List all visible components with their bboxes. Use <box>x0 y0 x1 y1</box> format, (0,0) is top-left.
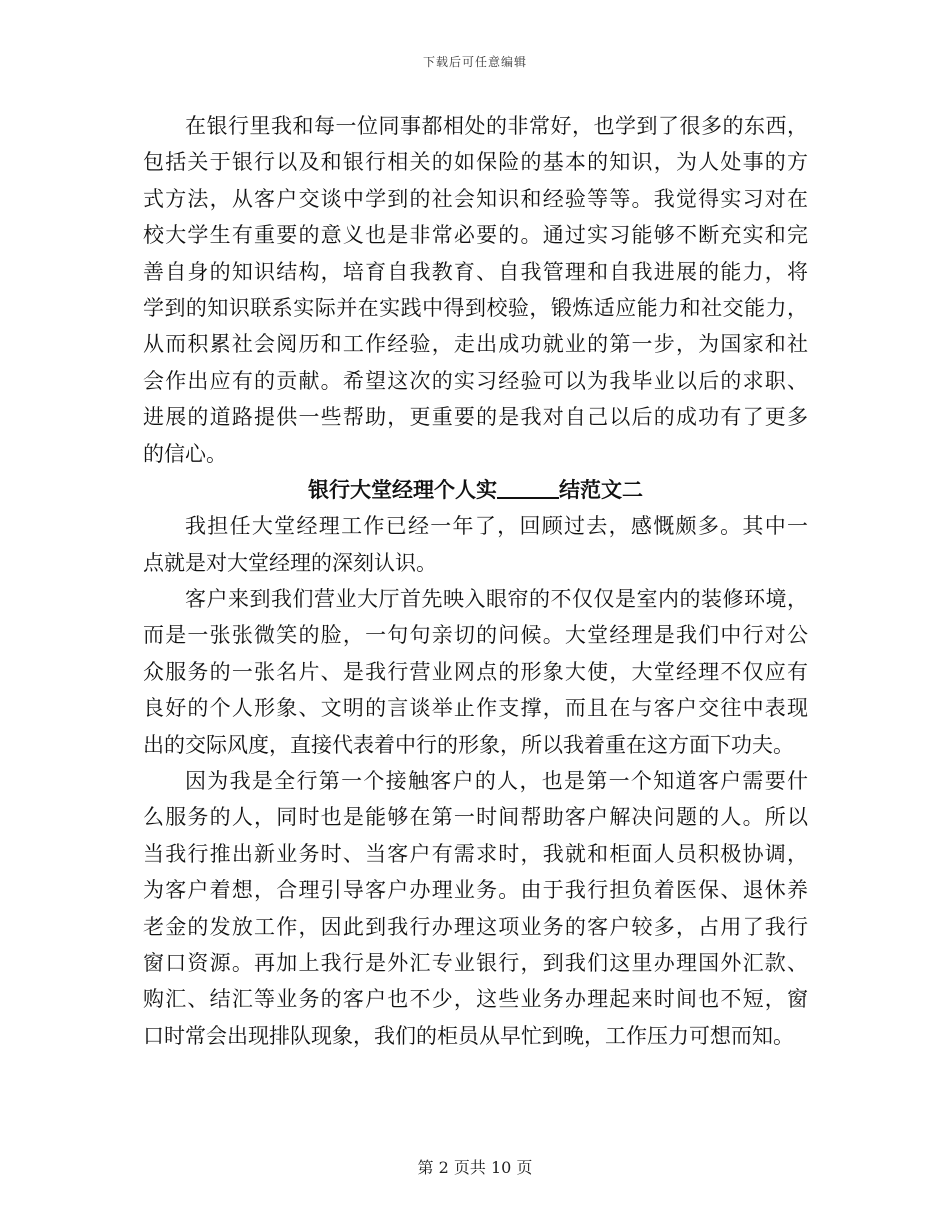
paragraph <box>143 108 808 472</box>
section-title <box>143 472 808 508</box>
text-line: 点就是对大堂经理的深刻认识。 <box>143 550 437 575</box>
paragraph <box>143 763 808 1054</box>
paragraph <box>143 581 808 763</box>
text-line: 在银行里我和每一位同事都相处的非常好，也学到了很多的东西， <box>185 114 808 138</box>
text-line: 的信心。 <box>143 441 227 466</box>
section-title-part: 银行大堂经理个人实 <box>308 476 497 502</box>
page-header: 下载后可任意编辑 <box>422 55 527 69</box>
text-line: 而是一张张微笑的脸，一句句亲切的问候。大堂经理是我们中行对公 <box>143 623 808 648</box>
text-line: 购汇、结汇等业务的客户也不少，这些业务办理起来时间也不短，窗 <box>143 987 808 1012</box>
text-line: 学到的知识联系实际并在实践中得到校验，锻炼适应能力和社交能力， <box>143 295 808 320</box>
document-body <box>143 108 808 1054</box>
text-line: 口时常会出现排队现象，我们的柜员从早忙到晚，工作压力可想而知。 <box>143 1023 794 1048</box>
title-blank-underline <box>497 477 559 499</box>
section-title-part: 结范文二 <box>559 476 643 502</box>
text-line: 式方法，从客户交谈中学到的社会知识和经验等等。我觉得实习对在 <box>143 186 808 211</box>
text-line: 我担任大堂经理工作已经一年了，回顾过去，感慨颇多。其中一 <box>185 514 808 539</box>
text-line: 因为我是全行第一个接触客户的人，也是第一个知道客户需要什 <box>185 769 808 794</box>
page-footer: 第 2 页共 10 页 <box>417 1158 533 1177</box>
text-line: 包括关于银行以及和银行相关的如保险的基本的知识，为人处事的方 <box>143 150 808 175</box>
text-line: 当我行推出新业务时、当客户有需求时，我就和柜面人员积极协调， <box>143 841 808 866</box>
text-line: 么服务的人，同时也是能够在第一时间帮助客户解决问题的人。所以 <box>143 805 808 830</box>
paragraph <box>143 508 808 581</box>
text-line: 校大学生有重要的意义也是非常必要的。通过实习能够不断充实和完 <box>143 223 808 248</box>
text-line: 客户来到我们营业大厅首先映入眼帘的不仅仅是室内的装修环境， <box>185 587 808 612</box>
text-line: 众服务的一张名片、是我行营业网点的形象大使，大堂经理不仅应有 <box>143 659 808 684</box>
text-line: 善自身的知识结构，培育自我教育、自我管理和自我进展的能力，将 <box>143 259 808 284</box>
text-line: 从而积累社会阅历和工作经验，走出成功就业的第一步，为国家和社 <box>143 332 808 357</box>
text-line: 会作出应有的贡献。希望这次的实习经验可以为我毕业以后的求职、 <box>143 368 808 393</box>
text-line: 良好的个人形象、文明的言谈举止作支撑，而且在与客户交往中表现 <box>143 696 808 721</box>
text-line: 窗口资源。再加上我行是外汇专业银行，到我们这里办理国外汇款、 <box>143 950 808 975</box>
text-line: 为客户着想，合理引导客户办理业务。由于我行担负着医保、退休养 <box>143 878 808 903</box>
text-line: 老金的发放工作，因此到我行办理这项业务的客户较多，占用了我行 <box>143 914 808 939</box>
text-line: 出的交际风度，直接代表着中行的形象，所以我着重在这方面下功夫。 <box>143 732 794 757</box>
text-line: 进展的道路提供一些帮助，更重要的是我对自己以后的成功有了更多 <box>143 405 808 430</box>
